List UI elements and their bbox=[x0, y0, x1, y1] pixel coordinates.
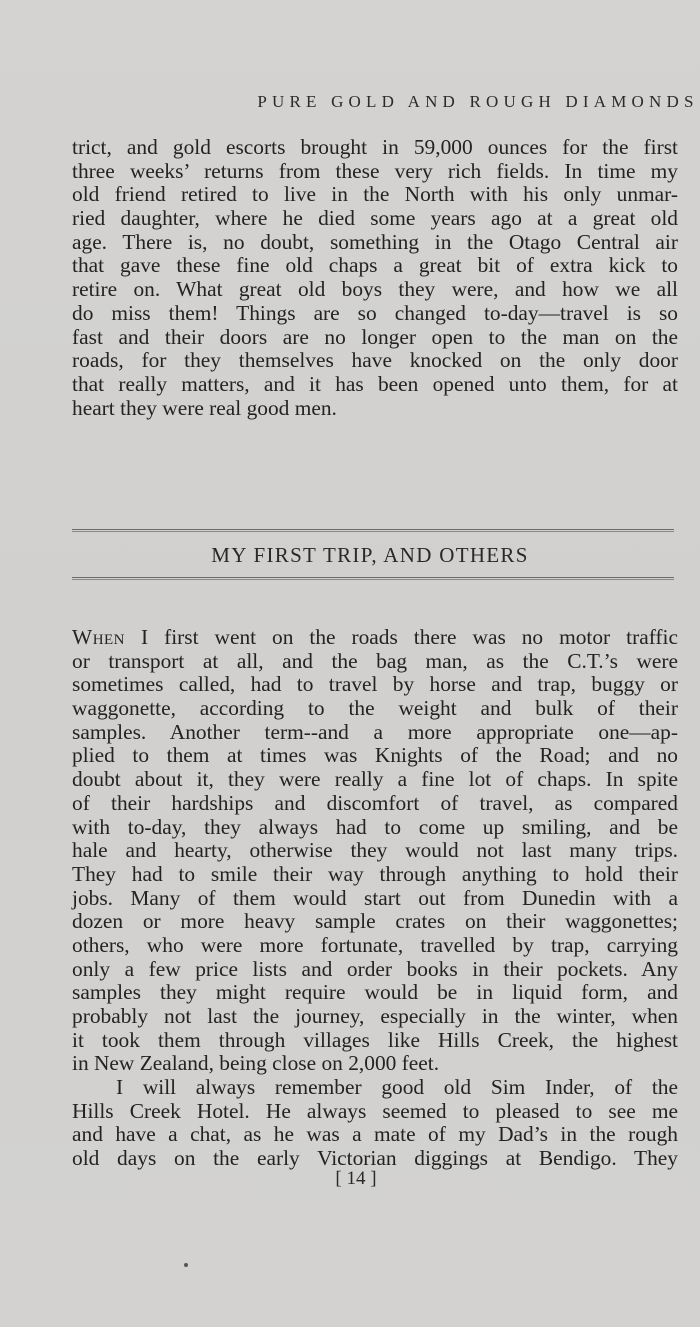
page-number: [ 14 ] bbox=[335, 1168, 377, 1189]
running-head bbox=[0, 92, 700, 112]
text-line: that really matters, and it has been opened unto them, for at bbox=[72, 371, 678, 396]
text-line: sometimes called, had to travel by horse and trap, buggy or bbox=[72, 672, 678, 697]
text-line: and have a chat, as he was a mate of my Dad’s in the rough bbox=[72, 1122, 678, 1147]
running-head-text: PURE GOLD AND ROUGH DIAMONDS bbox=[257, 92, 699, 111]
text-line: heart they were real good men. bbox=[72, 395, 337, 420]
text-line: dozen or more heavy sample crates on their waggonettes; bbox=[72, 909, 678, 934]
section-heading: MY FIRST TRIP, AND OTHERS bbox=[211, 543, 529, 567]
text-line: it took them through villages like Hills Creek, the highest bbox=[72, 1027, 678, 1052]
text-line: waggonette, according to the weight and bulk of their bbox=[72, 696, 678, 721]
paragraph-continued bbox=[72, 136, 678, 420]
paper-speck bbox=[184, 1263, 188, 1267]
text-line: I will always remember good old Sim Inder, of the bbox=[116, 1075, 678, 1100]
text-line: age. There is, no doubt, something in the Otago Central air bbox=[72, 229, 678, 254]
text-line: probably not last the journey, especially in the winter, when bbox=[72, 1004, 678, 1028]
text-line: old days on the early Victorian diggings at Bendigo. They bbox=[72, 1146, 678, 1171]
heading-rule-bottom bbox=[72, 577, 674, 580]
text-line: hale and hearty, otherwise they would not last many trips. bbox=[72, 838, 678, 863]
text-line: three weeks’ returns from these very rich fields. In time my bbox=[72, 158, 678, 183]
opening-word: When bbox=[72, 625, 126, 649]
heading-rule-top bbox=[72, 529, 674, 532]
text-line: old friend retired to live in the North with his only unmar- bbox=[72, 182, 678, 207]
opening-line-rest: I first went on the roads there was no motor traffic bbox=[125, 625, 678, 649]
text-line: jobs. Many of them would start out from Dunedin with a bbox=[72, 885, 678, 910]
text-line: do miss them! Things are so changed to-day—travel is so bbox=[72, 300, 678, 325]
section-body bbox=[72, 626, 678, 1171]
text-line: trict, and gold escorts brought in 59,000 ounces for the first bbox=[72, 135, 678, 159]
text-line: roads, for they themselves have knocked on the only door bbox=[72, 348, 678, 373]
text-line: only a few price lists and order books in their pockets. Any bbox=[72, 956, 678, 981]
text-line: plied to them at times was Knights of the Road; and no bbox=[72, 743, 678, 768]
text-line: fast and their doors are no longer open to the man on the bbox=[72, 324, 678, 349]
text-line: doubt about it, they were really a fine lot of chaps. In spite bbox=[72, 767, 678, 792]
text-line: samples they might require would be in liquid form, and bbox=[72, 980, 678, 1005]
text-line: that gave these fine old chaps a great bit of extra kick to bbox=[72, 253, 678, 278]
text-line: They had to smile their way through anything to hold their bbox=[72, 861, 678, 886]
text-line: of their hardships and discomfort of travel, as compared bbox=[72, 790, 678, 815]
text-line: or transport at all, and the bag man, as the C.T.’s were bbox=[72, 648, 678, 673]
text-line: samples. Another term--and a more appropriate one—ap- bbox=[72, 719, 678, 744]
text-line: retire on. What great old boys they were, and how we all bbox=[72, 277, 678, 302]
text-line: in New Zealand, being close on 2,000 feet. bbox=[72, 1051, 440, 1076]
text-line-opening bbox=[72, 626, 678, 650]
text-line: with to-day, they always had to come up smiling, and be bbox=[72, 814, 678, 839]
text-line: Hills Creek Hotel. He always seemed to pleased to see me bbox=[72, 1098, 678, 1123]
text-line: others, who were more fortunate, travelled by trap, carrying bbox=[72, 932, 678, 957]
text-line: ried daughter, where he died some years ago at a great old bbox=[72, 206, 678, 231]
